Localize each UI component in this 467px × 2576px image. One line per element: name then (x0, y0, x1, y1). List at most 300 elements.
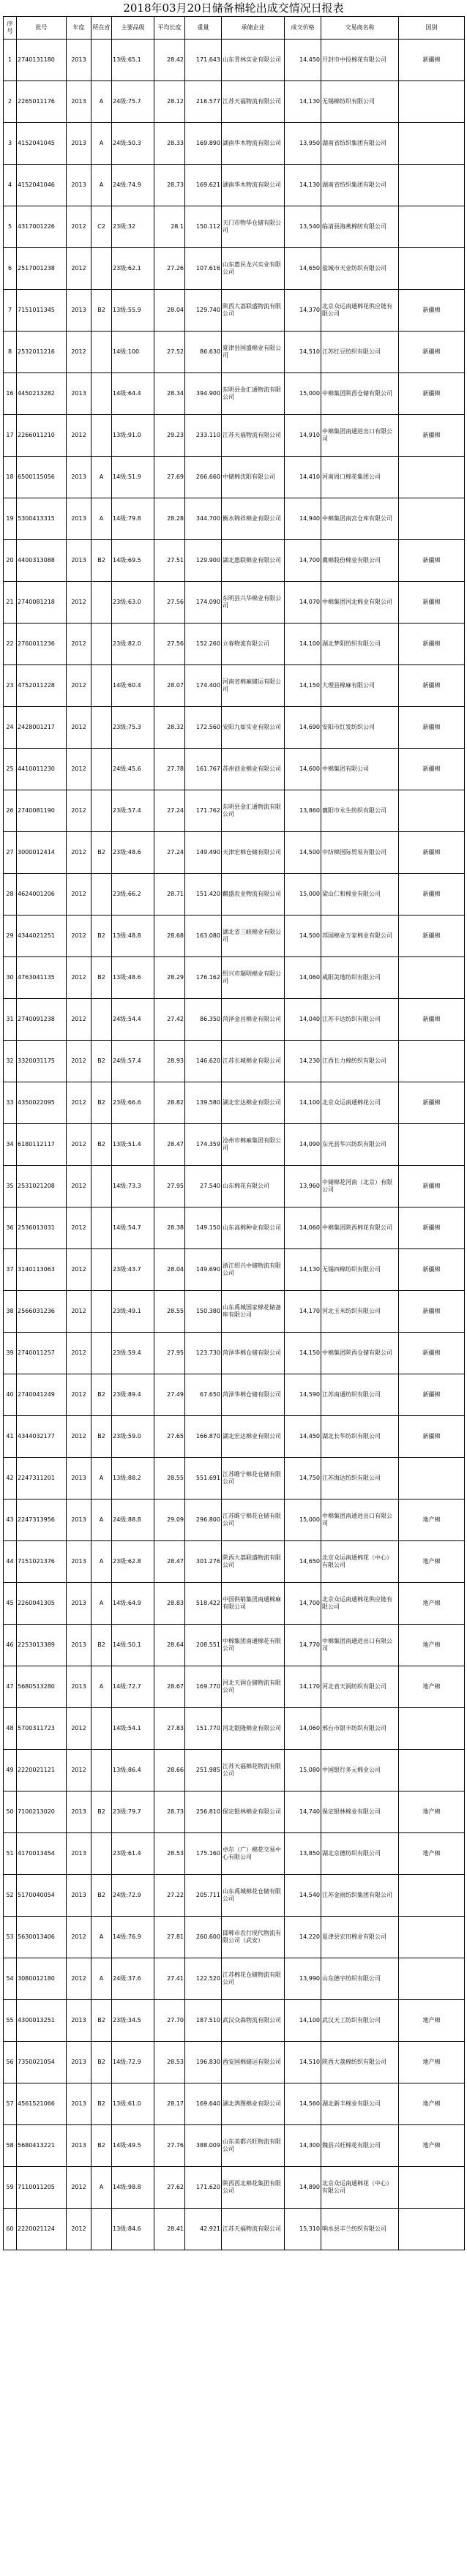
grade-cell: 14级:49.5 (112, 2125, 154, 2167)
price-cell: 15,080 (285, 1750, 321, 1791)
storage-company-cell: 保定银林棉业有限公司 (222, 1791, 285, 1833)
trader-name-cell: 陕西大荔棉纺织有限公司 (321, 2042, 399, 2083)
header-cell: 成交价格 (285, 17, 321, 40)
year-cell: 2013 (67, 1499, 91, 1541)
avg-length-cell: 28.07 (154, 665, 185, 707)
row-number-cell: 58 (4, 2125, 17, 2167)
origin-cell: 新疆棉 (399, 1374, 465, 1416)
grade-cell: 13级:65.1 (112, 40, 154, 81)
year-cell: 2013 (67, 1458, 91, 1499)
table-row (4, 332, 465, 373)
origin-cell: 新疆棉 (399, 40, 465, 81)
avg-length-cell: 28.73 (154, 1791, 185, 1833)
row-number-cell: 31 (4, 999, 17, 1041)
price-cell: 14,500 (285, 916, 321, 957)
province-cell: B2 (91, 290, 112, 332)
batch-number-cell: 2532011216 (17, 332, 67, 373)
table-row (4, 2125, 465, 2167)
price-cell: 14,230 (285, 1041, 321, 1082)
batch-number-cell: 7151011345 (17, 290, 67, 332)
avg-length-cell: 28.42 (154, 40, 185, 81)
weight-cell: 169.621 (185, 165, 222, 206)
weight-cell: 233.110 (185, 415, 222, 457)
trader-name-cell: 湖北长华纺织有限公司 (321, 1416, 399, 1458)
origin-cell (399, 957, 465, 999)
weight-cell: 42.921 (185, 2209, 222, 2250)
price-cell: 14,170 (285, 1666, 321, 1708)
weight-cell: 171.762 (185, 790, 222, 832)
origin-cell: 新疆棉 (399, 665, 465, 707)
storage-company-cell: 东明县金汇通物流有限公司 (222, 373, 285, 415)
batch-number-cell: 2428001217 (17, 707, 67, 749)
price-cell: 14,740 (285, 1791, 321, 1833)
row-number-cell: 2 (4, 81, 17, 123)
trader-name-cell: 中棉集团南宫仓库有限公司 (321, 498, 399, 540)
trader-name-cell: 河北省天润纺织有限公司 (321, 1666, 399, 1708)
origin-cell (399, 2167, 465, 2209)
province-cell: A (91, 498, 112, 540)
batch-number-cell: 4152041045 (17, 123, 67, 165)
header-cell: 平均长度 (154, 17, 185, 40)
grade-cell: 24级:57.4 (112, 1041, 154, 1082)
trader-name-cell: 河南周口棉花集团公司 (321, 457, 399, 498)
grade-cell: 13级:55.9 (112, 290, 154, 332)
avg-length-cell: 27.56 (154, 582, 185, 624)
storage-company-cell: 立春物流有限公司 (222, 624, 285, 665)
table-row (4, 749, 465, 790)
table-row (4, 457, 465, 498)
grade-cell: 13级:48.6 (112, 957, 154, 999)
storage-company-cell: 山东高棉种业有限公司 (222, 1208, 285, 1249)
weight-cell: 518.422 (185, 1583, 222, 1625)
weight-cell: 171.620 (185, 2167, 222, 2209)
origin-cell (399, 165, 465, 206)
weight-cell: 216.577 (185, 81, 222, 123)
storage-company-cell: 山东禹城棉花仓储有限公司 (222, 1875, 285, 1917)
year-cell: 2012 (67, 790, 91, 832)
origin-cell (399, 248, 465, 290)
table-row (4, 1917, 465, 1958)
avg-length-cell: 27.24 (154, 832, 185, 874)
grade-cell: 14级:54.7 (112, 1208, 154, 1249)
table-row (4, 999, 465, 1041)
storage-company-cell: 西安国棉储运有限公司 (222, 2042, 285, 2083)
batch-number-cell: 5700311723 (17, 1708, 67, 1750)
year-cell: 2012 (67, 1333, 91, 1374)
avg-length-cell: 27.83 (154, 1708, 185, 1750)
row-number-cell: 38 (4, 1291, 17, 1333)
grade-cell: 14级:79.8 (112, 498, 154, 540)
weight-cell: 151.420 (185, 874, 222, 916)
price-cell: 14,510 (285, 2042, 321, 2083)
origin-cell: 新疆棉 (399, 582, 465, 624)
storage-company-cell: 中国供销集团南通棉麻有限公司 (222, 1583, 285, 1625)
table-row (4, 790, 465, 832)
row-number-cell: 16 (4, 373, 17, 415)
storage-company-cell: 湖北省三峡棉业有限公司 (222, 916, 285, 957)
price-cell: 14,560 (285, 2083, 321, 2125)
row-number-cell: 49 (4, 1750, 17, 1791)
row-number-cell: 57 (4, 2083, 17, 2125)
row-number-cell: 59 (4, 2167, 17, 2209)
batch-number-cell: 2566031236 (17, 1291, 67, 1333)
year-cell: 2013 (67, 2083, 91, 2125)
trader-name-cell: 山东德宇纺织有限公司 (321, 1958, 399, 2000)
avg-length-cell: 27.95 (154, 1166, 185, 1208)
table-row (4, 2000, 465, 2042)
row-number-cell: 26 (4, 790, 17, 832)
province-cell (91, 1833, 112, 1875)
weight-cell: 394.900 (185, 373, 222, 415)
row-number-cell: 45 (4, 1583, 17, 1625)
province-cell (91, 749, 112, 790)
weight-cell: 166.870 (185, 1416, 222, 1458)
price-cell: 14,910 (285, 415, 321, 457)
price-cell: 14,450 (285, 40, 321, 81)
avg-length-cell: 27.51 (154, 540, 185, 582)
avg-length-cell: 27.76 (154, 2125, 185, 2167)
row-number-cell: 4 (4, 165, 17, 206)
weight-cell: 86.350 (185, 999, 222, 1041)
province-cell: B2 (91, 1875, 112, 1917)
trader-name-cell: 盐城市天业纺织有限公司 (321, 248, 399, 290)
table-row (4, 1541, 465, 1583)
weight-cell: 260.600 (185, 1917, 222, 1958)
weight-cell: 208.551 (185, 1625, 222, 1666)
province-cell (91, 415, 112, 457)
origin-cell (399, 1041, 465, 1082)
avg-length-cell: 28.55 (154, 1458, 185, 1499)
grade-cell: 24级:72.9 (112, 1875, 154, 1917)
province-cell: B2 (91, 1625, 112, 1666)
weight-cell: 129.740 (185, 290, 222, 332)
table-row (4, 290, 465, 332)
avg-length-cell: 28.12 (154, 81, 185, 123)
price-cell: 14,750 (285, 1458, 321, 1499)
grade-cell: 13级:91.0 (112, 415, 154, 457)
row-number-cell: 36 (4, 1208, 17, 1249)
year-cell: 2013 (67, 1541, 91, 1583)
price-cell: 14,060 (285, 957, 321, 999)
row-number-cell: 52 (4, 1875, 17, 1917)
weight-cell: 205.711 (185, 1875, 222, 1917)
price-cell: 14,060 (285, 1208, 321, 1249)
batch-number-cell: 2247311201 (17, 1458, 67, 1499)
weight-cell: 146.620 (185, 1041, 222, 1082)
province-cell (91, 1708, 112, 1750)
table-row (4, 1625, 465, 1666)
province-cell: A (91, 1541, 112, 1583)
province-cell: A (91, 1958, 112, 2000)
table-row (4, 1791, 465, 1833)
batch-number-cell: 3320031175 (17, 1041, 67, 1082)
weight-cell: 163.080 (185, 916, 222, 957)
trader-name-cell: 江苏金雨纺织集团有限公司 (321, 1875, 399, 1917)
price-cell: 14,300 (285, 2125, 321, 2167)
avg-length-cell: 27.78 (154, 749, 185, 790)
batch-number-cell: 2740081218 (17, 582, 67, 624)
year-cell: 2013 (67, 1833, 91, 1875)
storage-company-cell: 湖南华木物流有限公司 (222, 165, 285, 206)
row-number-cell: 1 (4, 40, 17, 81)
trader-name-cell: 湖北梦阳纺织有限公司 (321, 624, 399, 665)
weight-cell: 150.380 (185, 1291, 222, 1333)
trader-name-cell: 无锡棉纺织有限公司 (321, 81, 399, 123)
batch-number-cell: 2536013031 (17, 1208, 67, 1249)
table-row (4, 1499, 465, 1541)
avg-length-cell: 28.33 (154, 123, 185, 165)
avg-length-cell: 27.24 (154, 790, 185, 832)
row-number-cell: 60 (4, 2209, 17, 2250)
avg-length-cell: 27.56 (154, 624, 185, 665)
row-number-cell: 43 (4, 1499, 17, 1541)
price-cell: 14,690 (285, 707, 321, 749)
price-cell: 14,940 (285, 498, 321, 540)
trader-name-cell: 保定银林棉业有限公司 (321, 1791, 399, 1833)
avg-length-cell: 28.29 (154, 957, 185, 999)
origin-cell (399, 1917, 465, 1958)
avg-length-cell: 28.04 (154, 1249, 185, 1291)
year-cell: 2012 (67, 1124, 91, 1166)
province-cell: B2 (91, 916, 112, 957)
grade-cell: 14级:69.5 (112, 540, 154, 582)
year-cell: 2012 (67, 1750, 91, 1791)
province-cell (91, 1208, 112, 1249)
trader-name-cell: 湖南省纺织集团有限公司 (321, 123, 399, 165)
origin-cell: 地产棉 (399, 1541, 465, 1583)
grade-cell: 13级:48.8 (112, 916, 154, 957)
batch-number-cell: 3140113063 (17, 1249, 67, 1291)
weight-cell: 123.730 (185, 1333, 222, 1374)
province-cell: B2 (91, 2083, 112, 2125)
origin-cell: 新疆棉 (399, 749, 465, 790)
weight-cell: 27.540 (185, 1166, 222, 1208)
origin-cell: 新疆棉 (399, 707, 465, 749)
batch-number-cell: 2220021121 (17, 1750, 67, 1791)
province-cell: A (91, 1499, 112, 1541)
row-number-cell: 5 (4, 206, 17, 248)
price-cell: 15,000 (285, 874, 321, 916)
origin-cell: 地产棉 (399, 1499, 465, 1541)
batch-number-cell: 7110011205 (17, 2167, 67, 2209)
grade-cell: 23级:62.1 (112, 248, 154, 290)
year-cell: 2013 (67, 1583, 91, 1625)
header-cell: 交易商名称 (321, 17, 399, 40)
table-row (4, 957, 465, 999)
table-row (4, 874, 465, 916)
batch-number-cell: 7151021376 (17, 1541, 67, 1583)
table-row (4, 1875, 465, 1917)
grade-cell: 13级:86.4 (112, 1750, 154, 1791)
weight-cell: 256.810 (185, 1791, 222, 1833)
price-cell: 14,700 (285, 540, 321, 582)
storage-company-cell: 江苏天福棉花物流有限公司 (222, 1750, 285, 1791)
year-cell: 2013 (67, 1625, 91, 1666)
grade-cell: 23级:61.4 (112, 1833, 154, 1875)
batch-number-cell: 4561521066 (17, 2083, 67, 2125)
weight-cell: 171.643 (185, 40, 222, 81)
trader-name-cell: 江苏海达纺织有限公司 (321, 1458, 399, 1499)
weight-cell: 296.800 (185, 1499, 222, 1541)
header-cell: 年度 (67, 17, 91, 40)
price-cell: 14,060 (285, 1708, 321, 1750)
year-cell: 2013 (67, 457, 91, 498)
price-cell: 13,860 (285, 790, 321, 832)
origin-cell (399, 206, 465, 248)
year-cell: 2013 (67, 540, 91, 582)
price-cell: 14,370 (285, 290, 321, 332)
origin-cell: 新疆棉 (399, 1208, 465, 1249)
price-cell: 13,850 (285, 1833, 321, 1875)
avg-length-cell: 28.66 (154, 1750, 185, 1791)
province-cell: A (91, 1917, 112, 1958)
storage-company-cell: 中棉集团南通棉花有限公司 (222, 1625, 285, 1666)
weight-cell: 388.009 (185, 2125, 222, 2167)
avg-length-cell: 28.28 (154, 498, 185, 540)
province-cell: C2 (91, 206, 112, 248)
avg-length-cell: 29.09 (154, 1499, 185, 1541)
price-cell: 13,950 (285, 123, 321, 165)
weight-cell: 129.900 (185, 540, 222, 582)
batch-number-cell: 2740091238 (17, 999, 67, 1041)
grade-cell: 14级:73.3 (112, 1166, 154, 1208)
province-cell: B2 (91, 2000, 112, 2042)
batch-number-cell: 4170013454 (17, 1833, 67, 1875)
table-row (4, 1166, 465, 1208)
weight-cell: 139.580 (185, 1082, 222, 1124)
origin-cell: 新疆棉 (399, 1166, 465, 1208)
row-number-cell: 27 (4, 832, 17, 874)
batch-number-cell: 4344021251 (17, 916, 67, 957)
trader-name-cell: 中棉集团陕西仓储有限公司 (321, 373, 399, 415)
trader-name-cell: 冀棉股份棉业有限公司 (321, 540, 399, 582)
batch-number-cell: 2265011176 (17, 81, 67, 123)
avg-length-cell: 28.1 (154, 206, 185, 248)
year-cell: 2012 (67, 749, 91, 790)
trader-name-cell: 中棉集团南通进出口有限公司 (321, 1499, 399, 1541)
grade-cell: 14级:72.7 (112, 1666, 154, 1708)
province-cell: A (91, 1583, 112, 1625)
row-number-cell: 29 (4, 916, 17, 957)
price-cell: 14,130 (285, 165, 321, 206)
row-number-cell: 33 (4, 1082, 17, 1124)
grade-cell: 14级:72.9 (112, 2042, 154, 2083)
year-cell: 2012 (67, 1249, 91, 1291)
batch-number-cell: 6500115056 (17, 457, 67, 498)
grade-cell: 23级:82.0 (112, 624, 154, 665)
origin-cell: 地产棉 (399, 2000, 465, 2042)
price-cell: 14,700 (285, 1583, 321, 1625)
origin-cell: 新疆棉 (399, 832, 465, 874)
weight-cell: 149.690 (185, 1249, 222, 1291)
avg-length-cell: 28.32 (154, 707, 185, 749)
trader-name-cell: 大理县棉麻有限公司 (321, 665, 399, 707)
weight-cell: 175.160 (185, 1833, 222, 1875)
grade-cell: 24级:75.7 (112, 81, 154, 123)
price-cell: 14,090 (285, 1124, 321, 1166)
header-cell: 国别 (399, 17, 465, 40)
trader-name-cell: 中储棉花河南（北京）有限公司 (321, 1166, 399, 1208)
origin-cell: 地产棉 (399, 1833, 465, 1875)
grade-cell: 14级:64.4 (112, 373, 154, 415)
weight-cell: 169.890 (185, 123, 222, 165)
province-cell (91, 1166, 112, 1208)
grade-cell: 13级:84.6 (112, 2209, 154, 2250)
grade-cell: 14级:60.4 (112, 665, 154, 707)
batch-number-cell: 4410011230 (17, 749, 67, 790)
price-cell: 14,600 (285, 749, 321, 790)
row-number-cell: 42 (4, 1458, 17, 1499)
batch-number-cell: 2247313956 (17, 1499, 67, 1541)
trader-name-cell: 北京众运南通棉花供应链有限公司 (321, 1583, 399, 1625)
header-cell: 所在省 (91, 17, 112, 40)
year-cell: 2012 (67, 832, 91, 874)
grade-cell: 24级:37.6 (112, 1958, 154, 2000)
province-cell (91, 874, 112, 916)
weight-cell: 169.770 (185, 1666, 222, 1708)
storage-company-cell: 江苏天福物流有限公司 (222, 81, 285, 123)
grade-cell: 23级:79.7 (112, 1791, 154, 1833)
storage-company-cell: 山东惠民龙兴实业有限公司 (222, 248, 285, 290)
grade-cell: 14级:100 (112, 332, 154, 373)
trader-name-cell: 响水县丰兰纺织有限公司 (321, 2209, 399, 2250)
header-cell: 重量 (185, 17, 222, 40)
grade-cell: 23级:66.6 (112, 1082, 154, 1124)
province-cell: A (91, 165, 112, 206)
row-number-cell: 35 (4, 1166, 17, 1208)
row-number-cell: 46 (4, 1625, 17, 1666)
trader-name-cell: 梁山仁和棉业有限公司 (321, 874, 399, 916)
price-cell: 14,450 (285, 1416, 321, 1458)
weight-cell: 174.090 (185, 582, 222, 624)
trader-name-cell: 临清县海燕棉纺有限公司 (321, 206, 399, 248)
row-number-cell: 41 (4, 1416, 17, 1458)
origin-cell: 地产棉 (399, 1625, 465, 1666)
row-number-cell: 56 (4, 2042, 17, 2083)
weight-cell: 196.830 (185, 2042, 222, 2083)
trader-name-cell: 开封市中投棉花有限公司 (321, 40, 399, 81)
origin-cell: 新疆棉 (399, 916, 465, 957)
price-cell: 15,000 (285, 1499, 321, 1541)
storage-company-cell: 卓尔（广）棉花交易中心有限公司 (222, 1833, 285, 1875)
batch-number-cell: 2517001238 (17, 248, 67, 290)
batch-number-cell: 4317001226 (17, 206, 67, 248)
table-row (4, 206, 465, 248)
weight-cell: 174.359 (185, 1124, 222, 1166)
trader-name-cell: 中棉集团南通进出口有限公司 (321, 415, 399, 457)
year-cell: 2012 (67, 1374, 91, 1416)
grade-cell: 14级:51.9 (112, 457, 154, 498)
weight-cell: 161.767 (185, 749, 222, 790)
row-number-cell: 21 (4, 582, 17, 624)
table-row (4, 1833, 465, 1875)
table-row (4, 248, 465, 290)
table-row (4, 916, 465, 957)
grade-cell: 23级:62.8 (112, 1541, 154, 1583)
table-row (4, 165, 465, 206)
storage-company-cell: 河北银隆棉业有限公司 (222, 1708, 285, 1750)
origin-cell (399, 2209, 465, 2250)
row-number-cell: 39 (4, 1333, 17, 1374)
row-number-cell: 40 (4, 1374, 17, 1416)
price-cell: 14,500 (285, 832, 321, 874)
storage-company-cell: 安阳九如实业有限公司 (222, 707, 285, 749)
origin-cell (399, 1750, 465, 1791)
table-row (4, 665, 465, 707)
origin-cell: 新疆棉 (399, 1082, 465, 1124)
table-row (4, 81, 465, 123)
batch-number-cell: 4624001206 (17, 874, 67, 916)
